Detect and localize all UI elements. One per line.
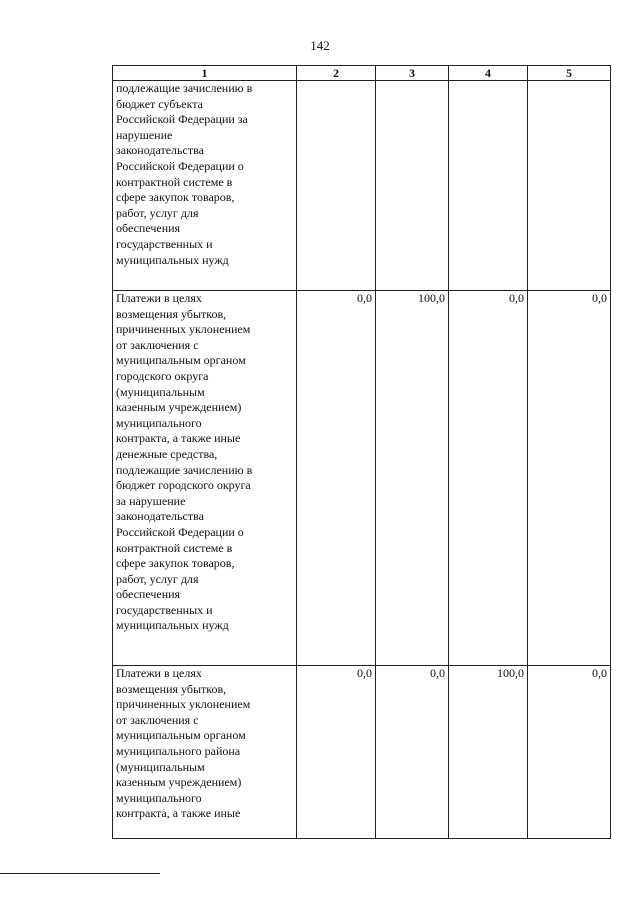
row-label-line: работ, услуг для bbox=[116, 205, 199, 220]
footnote-separator bbox=[0, 873, 160, 874]
row-label-line: контракта, а также иные bbox=[116, 806, 241, 821]
row-label-line: Российской Федерации о bbox=[116, 158, 244, 173]
row-label-line: муниципальным органом bbox=[116, 353, 246, 368]
row-label-line: муниципального района bbox=[116, 743, 241, 758]
row-label-line: городского округа bbox=[116, 368, 209, 383]
row-label-line: государственных и bbox=[116, 602, 213, 617]
row-value-col3: 0,0 bbox=[376, 666, 449, 839]
row-value-col5 bbox=[528, 81, 611, 291]
row-label-line: муниципальных нужд bbox=[116, 252, 229, 267]
header-row bbox=[113, 66, 611, 81]
column-header-3: 3 bbox=[376, 66, 449, 81]
page-number: 142 bbox=[310, 38, 330, 53]
row-label-line: (муниципальным bbox=[116, 759, 205, 774]
row-label-line: бюджет субъекта bbox=[116, 96, 204, 111]
column-header-5: 5 bbox=[528, 66, 611, 81]
row-label-line: обеспечения bbox=[116, 221, 181, 236]
row-label-line: возмещения убытков, bbox=[116, 681, 227, 696]
row-label-line: денежные средства, bbox=[116, 446, 218, 461]
row-label-line: (муниципальным bbox=[116, 384, 205, 399]
row-label-line: государственных и bbox=[116, 236, 213, 251]
row-label-line: возмещения убытков, bbox=[116, 306, 227, 321]
row-label-line: законодательства bbox=[116, 143, 204, 158]
row-value-col4: 100,0 bbox=[449, 666, 528, 839]
row-label-line: муниципального bbox=[116, 415, 202, 430]
row-label-line: обеспечения bbox=[116, 587, 181, 602]
row-label-line: сфере закупок товаров, bbox=[116, 556, 235, 571]
table-row bbox=[113, 666, 611, 839]
table-row bbox=[113, 81, 611, 291]
row-label-line: Российской Федерации о bbox=[116, 524, 244, 539]
row-value-col2 bbox=[297, 81, 376, 291]
row-value-col3: 100,0 bbox=[376, 291, 449, 666]
row-value-col3 bbox=[376, 81, 449, 291]
column-header-4: 4 bbox=[449, 66, 528, 81]
row-label-line: контракта, а также иные bbox=[116, 431, 241, 446]
table-row bbox=[113, 291, 611, 666]
row-label bbox=[113, 666, 297, 839]
row-label-line: подлежащие зачислению в bbox=[116, 462, 253, 477]
row-label-line: Платежи в целях bbox=[116, 291, 202, 305]
row-label-line: Платежи в целях bbox=[116, 666, 202, 680]
row-value-col2: 0,0 bbox=[297, 666, 376, 839]
row-label-line: бюджет городского округа bbox=[116, 478, 251, 493]
row-label-line: законодательства bbox=[116, 509, 204, 524]
row-label-line: муниципальных нужд bbox=[116, 618, 229, 633]
row-label-line: казенным учреждением) bbox=[116, 775, 242, 790]
row-value-col5: 0,0 bbox=[528, 291, 611, 666]
row-label-line: Российской Федерации за bbox=[116, 112, 248, 127]
row-label-line: от заключения с bbox=[116, 712, 199, 727]
row-label-line: муниципального bbox=[116, 790, 202, 805]
row-label bbox=[113, 291, 297, 666]
row-label-line: нарушение bbox=[116, 127, 173, 142]
row-label bbox=[113, 81, 297, 291]
row-label-line: от заключения с bbox=[116, 337, 199, 352]
row-value-col5: 0,0 bbox=[528, 666, 611, 839]
row-value-col4 bbox=[449, 81, 528, 291]
row-value-col2: 0,0 bbox=[297, 291, 376, 666]
column-header-1: 1 bbox=[113, 66, 297, 81]
row-value-col4: 0,0 bbox=[449, 291, 528, 666]
row-label-line: контрактной системе в bbox=[116, 540, 233, 555]
row-label-line: казенным учреждением) bbox=[116, 400, 242, 415]
row-label-line: за нарушение bbox=[116, 493, 186, 508]
row-label-line: муниципальным органом bbox=[116, 728, 246, 743]
row-label-line: подлежащие зачислению в bbox=[116, 81, 253, 95]
row-label-line: причиненных уклонением bbox=[116, 322, 251, 337]
column-header-2: 2 bbox=[297, 66, 376, 81]
row-label-line: сфере закупок товаров, bbox=[116, 190, 235, 205]
row-label-line: контрактной системе в bbox=[116, 174, 233, 189]
budget-table bbox=[112, 65, 611, 839]
row-label-line: работ, услуг для bbox=[116, 571, 199, 586]
row-label-line: причиненных уклонением bbox=[116, 697, 251, 712]
